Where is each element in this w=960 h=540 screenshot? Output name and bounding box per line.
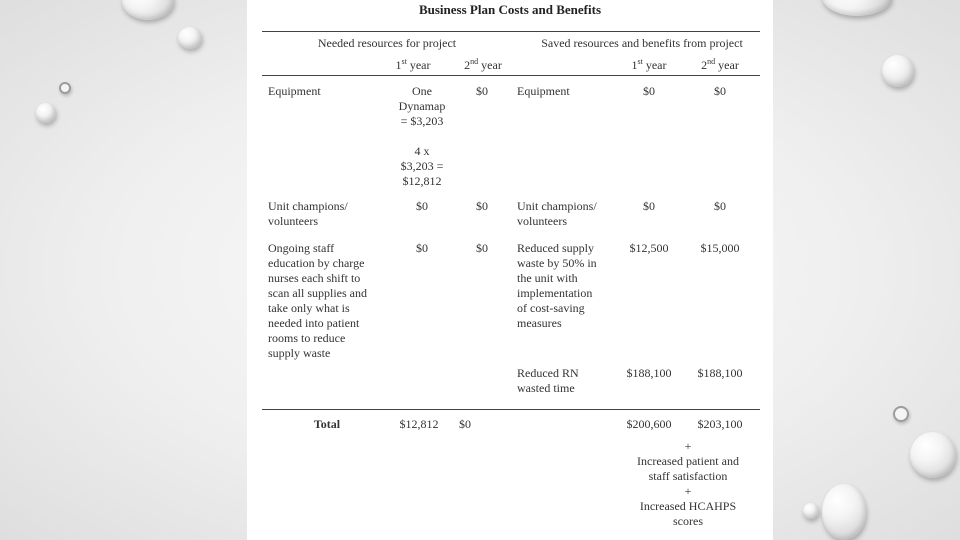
row-education-need-year2: $0 [476,241,488,255]
water-droplet-decoration [36,103,56,123]
water-droplet-decoration [122,0,174,20]
row-education-save-label: Reduced supply waste by 50% in the unit with implementation of cost-saving measures [517,241,597,330]
total-need-year1: $12,812 [399,417,439,431]
header-needed-year1: 1st year [395,57,431,72]
total-additional-benefits: + Increased patient and staff satisfaction + Increased HCAHPS scores [637,439,739,528]
total-save-year2: $203,100 [697,417,743,431]
total-rule [262,409,760,410]
water-droplet-decoration [803,503,819,519]
row-rn-time-save-year2: $188,100 [697,366,743,380]
total-save-year1: $200,600 [626,417,672,431]
row-equipment-save-year1: $0 [643,84,655,98]
water-droplet-decoration [178,27,202,49]
water-droplet-decoration [882,55,914,87]
water-droplet-decoration [822,0,892,16]
total-label: Total [313,417,341,431]
row-champions-need-year2: $0 [476,199,488,213]
row-champions-save-year1: $0 [643,199,655,213]
row-education-save-year2: $15,000 [700,241,740,255]
row-champions-need-label: Unit champions/ volunteers [268,199,348,228]
water-droplet-decoration [910,432,956,478]
row-rn-time-save-label: Reduced RN wasted time [517,366,579,395]
water-droplet-decoration [893,406,909,422]
header-saved-resources: Saved resources and benefits from project [541,36,743,50]
row-education-save-year1: $12,500 [629,241,669,255]
total-need-year2: $0 [459,417,471,431]
row-champions-save-label: Unit champions/ volunteers [517,199,597,228]
row-equipment-need-year1: One Dynamap = $3,203 4 x $3,203 = $12,812 [398,84,446,188]
row-education-need-label: Ongoing staff education by charge nurses each shift to scan all supplies and take only what is needed into patient rooms to reduce supply waste [268,241,367,360]
document-page [247,0,773,540]
water-droplet-decoration [822,484,866,540]
row-champions-need-year1: $0 [416,199,428,213]
row-equipment-need-year2: $0 [476,84,488,98]
header-needed-resources: Needed resources for project [317,36,457,50]
row-equipment-save-year2: $0 [714,84,726,98]
row-champions-save-year2: $0 [714,199,726,213]
row-equipment-need-label: Equipment [268,84,321,98]
header-saved-year2: 2nd year [701,57,739,72]
header-saved-year1: 1st year [631,57,667,72]
document-title: Business Plan Costs and Benefits [418,2,602,17]
row-equipment-save-label: Equipment [517,84,570,98]
header-rule [262,75,760,76]
header-needed-year2: 2nd year [464,57,502,72]
table-top-rule [262,31,760,32]
row-rn-time-save-year1: $188,100 [626,366,672,380]
water-droplet-decoration [59,82,71,94]
row-education-need-year1: $0 [416,241,428,255]
